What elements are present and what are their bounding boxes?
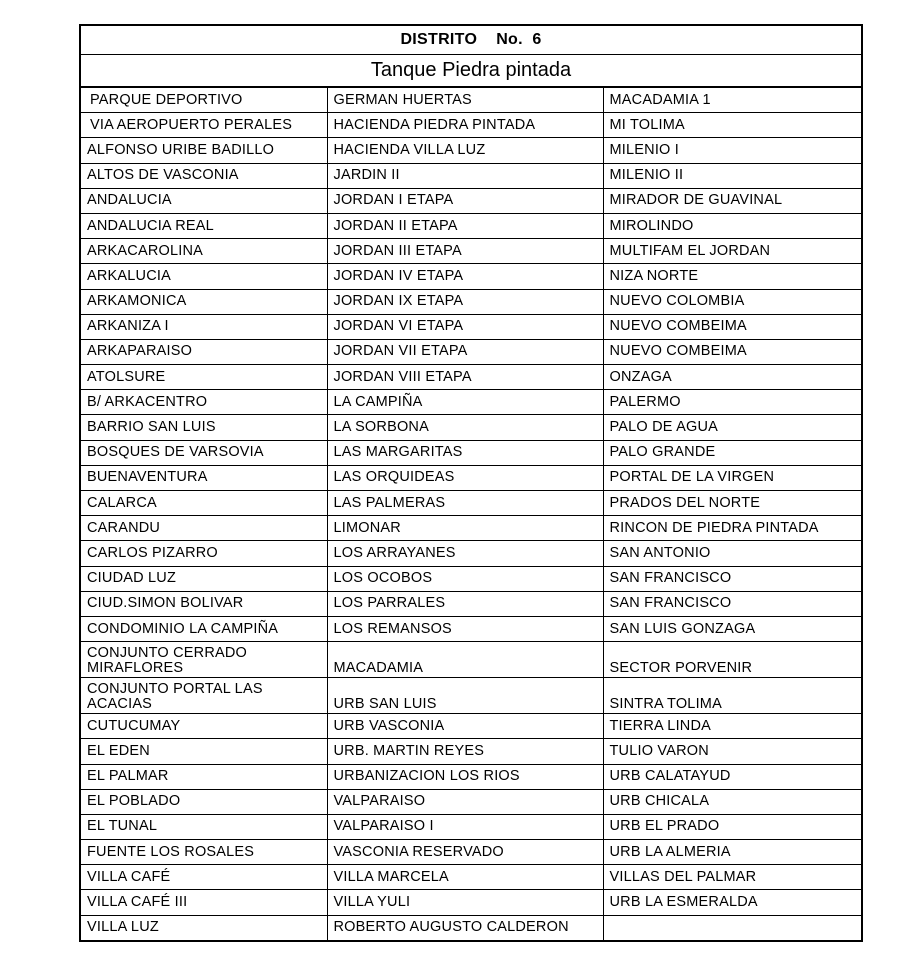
- neighborhood-cell: RINCON DE PIEDRA PINTADA: [603, 516, 861, 541]
- neighborhood-cell: JARDIN II: [327, 163, 603, 188]
- table-row: [81, 365, 861, 390]
- neighborhood-cell: HACIENDA PIEDRA PINTADA: [327, 113, 603, 138]
- neighborhood-cell: [603, 915, 861, 940]
- table-row: [81, 415, 861, 440]
- neighborhood-cell: MACADAMIA 1: [603, 88, 861, 113]
- neighborhood-cell: MILENIO II: [603, 163, 861, 188]
- neighborhood-cell: ONZAGA: [603, 365, 861, 390]
- neighborhood-cell: NIZA NORTE: [603, 264, 861, 289]
- neighborhood-cell: CARLOS PIZARRO: [81, 541, 327, 566]
- neighborhood-cell: FUENTE LOS ROSALES: [81, 840, 327, 865]
- neighborhood-cell: JORDAN IV ETAPA: [327, 264, 603, 289]
- neighborhood-cell: JORDAN VIII ETAPA: [327, 365, 603, 390]
- neighborhood-cell: LIMONAR: [327, 516, 603, 541]
- table-row: [81, 491, 861, 516]
- neighborhood-cell: BUENAVENTURA: [81, 465, 327, 490]
- table-row: [81, 714, 861, 739]
- tank-title: Tanque Piedra pintada: [81, 55, 861, 88]
- neighborhood-cell: URB. MARTIN REYES: [327, 739, 603, 764]
- neighborhood-cell: VALPARAISO: [327, 789, 603, 814]
- neighborhood-cell: SAN ANTONIO: [603, 541, 861, 566]
- neighborhood-cell: URB CALATAYUD: [603, 764, 861, 789]
- neighborhood-cell: LAS PALMERAS: [327, 491, 603, 516]
- neighborhood-cell: B/ ARKACENTRO: [81, 390, 327, 415]
- neighborhood-cell: NUEVO COLOMBIA: [603, 289, 861, 314]
- neighborhood-cell: ALTOS DE VASCONIA: [81, 163, 327, 188]
- neighborhood-cell: VIA AEROPUERTO PERALES: [81, 113, 327, 138]
- neighborhood-cell: MACADAMIA: [327, 642, 603, 678]
- table-row: [81, 814, 861, 839]
- table-row: [81, 88, 861, 113]
- neighborhood-cell: PRADOS DEL NORTE: [603, 491, 861, 516]
- neighborhood-cell: LAS ORQUIDEAS: [327, 465, 603, 490]
- neighborhood-cell: VILLA MARCELA: [327, 865, 603, 890]
- neighborhood-cell: BOSQUES DE VARSOVIA: [81, 440, 327, 465]
- neighborhood-cell: JORDAN IX ETAPA: [327, 289, 603, 314]
- neighborhood-cell: LOS REMANSOS: [327, 616, 603, 641]
- neighborhood-cell: ARKACAROLINA: [81, 239, 327, 264]
- table-row: [81, 678, 861, 714]
- neighborhood-cell: MILENIO I: [603, 138, 861, 163]
- neighborhood-cell: TIERRA LINDA: [603, 714, 861, 739]
- neighborhood-cell: CIUDAD LUZ: [81, 566, 327, 591]
- neighborhood-cell: EL POBLADO: [81, 789, 327, 814]
- neighborhood-cell: MIROLINDO: [603, 213, 861, 238]
- neighborhood-cell: PORTAL DE LA VIRGEN: [603, 465, 861, 490]
- neighborhood-cell: EL EDEN: [81, 739, 327, 764]
- table-row: [81, 516, 861, 541]
- neighborhood-cell: JORDAN II ETAPA: [327, 213, 603, 238]
- neighborhood-cell: SINTRA TOLIMA: [603, 678, 861, 714]
- neighborhood-cell: HACIENDA VILLA LUZ: [327, 138, 603, 163]
- neighborhood-cell: ROBERTO AUGUSTO CALDERON: [327, 915, 603, 940]
- table-row: [81, 264, 861, 289]
- table-row: [81, 465, 861, 490]
- neighborhood-table: [81, 88, 861, 940]
- neighborhood-cell: URB VASCONIA: [327, 714, 603, 739]
- table-row: [81, 915, 861, 940]
- neighborhood-cell: EL PALMAR: [81, 764, 327, 789]
- table-row: [81, 113, 861, 138]
- neighborhood-cell: VILLA CAFÉ: [81, 865, 327, 890]
- neighborhood-cell: ARKAPARAISO: [81, 339, 327, 364]
- neighborhood-cell: MULTIFAM EL JORDAN: [603, 239, 861, 264]
- table-row: [81, 890, 861, 915]
- neighborhood-cell: CONDOMINIO LA CAMPIÑA: [81, 616, 327, 641]
- neighborhood-cell: CALARCA: [81, 491, 327, 516]
- neighborhood-cell: SAN LUIS GONZAGA: [603, 616, 861, 641]
- neighborhood-cell: NUEVO COMBEIMA: [603, 314, 861, 339]
- table-row: [81, 314, 861, 339]
- neighborhood-cell: VILLAS DEL PALMAR: [603, 865, 861, 890]
- neighborhood-cell: MIRADOR DE GUAVINAL: [603, 188, 861, 213]
- table-row: [81, 566, 861, 591]
- neighborhood-cell: NUEVO COMBEIMA: [603, 339, 861, 364]
- neighborhood-cell: CUTUCUMAY: [81, 714, 327, 739]
- neighborhood-cell: JORDAN III ETAPA: [327, 239, 603, 264]
- neighborhood-cell: VASCONIA RESERVADO: [327, 840, 603, 865]
- table-row: [81, 764, 861, 789]
- neighborhood-cell: URB EL PRADO: [603, 814, 861, 839]
- district-table: [79, 24, 863, 942]
- table-row: [81, 163, 861, 188]
- neighborhood-cell: URBANIZACION LOS RIOS: [327, 764, 603, 789]
- neighborhood-cell: LA CAMPIÑA: [327, 390, 603, 415]
- table-row: [81, 390, 861, 415]
- table-row: [81, 239, 861, 264]
- neighborhood-cell: VILLA LUZ: [81, 915, 327, 940]
- neighborhood-cell: JORDAN VII ETAPA: [327, 339, 603, 364]
- table-row: [81, 789, 861, 814]
- neighborhood-cell: CONJUNTO PORTAL LAS ACACIAS: [81, 678, 327, 714]
- neighborhood-cell: ARKALUCIA: [81, 264, 327, 289]
- neighborhood-cell: TULIO VARON: [603, 739, 861, 764]
- neighborhood-cell: URB CHICALA: [603, 789, 861, 814]
- district-title: DISTRITO No. 6: [81, 26, 861, 55]
- neighborhood-cell: GERMAN HUERTAS: [327, 88, 603, 113]
- neighborhood-cell: ARKAMONICA: [81, 289, 327, 314]
- neighborhood-cell: PALO DE AGUA: [603, 415, 861, 440]
- table-row: [81, 739, 861, 764]
- neighborhood-cell: URB LA ALMERIA: [603, 840, 861, 865]
- neighborhood-cell: SECTOR PORVENIR: [603, 642, 861, 678]
- table-row: [81, 865, 861, 890]
- neighborhood-cell: BARRIO SAN LUIS: [81, 415, 327, 440]
- table-row: [81, 616, 861, 641]
- neighborhood-cell: SAN FRANCISCO: [603, 591, 861, 616]
- neighborhood-cell: JORDAN VI ETAPA: [327, 314, 603, 339]
- table-row: [81, 213, 861, 238]
- neighborhood-cell: MI TOLIMA: [603, 113, 861, 138]
- neighborhood-cell: ATOLSURE: [81, 365, 327, 390]
- neighborhood-cell: EL TUNAL: [81, 814, 327, 839]
- neighborhood-cell: LOS OCOBOS: [327, 566, 603, 591]
- neighborhood-cell: CONJUNTO CERRADO MIRAFLORES: [81, 642, 327, 678]
- table-row: [81, 840, 861, 865]
- neighborhood-cell: CARANDU: [81, 516, 327, 541]
- table-row: [81, 642, 861, 678]
- neighborhood-cell: URB SAN LUIS: [327, 678, 603, 714]
- neighborhood-cell: LA SORBONA: [327, 415, 603, 440]
- neighborhood-cell: PALO GRANDE: [603, 440, 861, 465]
- neighborhood-cell: LOS PARRALES: [327, 591, 603, 616]
- table-row: [81, 188, 861, 213]
- neighborhood-cell: URB LA ESMERALDA: [603, 890, 861, 915]
- neighborhood-cell: ARKANIZA I: [81, 314, 327, 339]
- neighborhood-cell: ANDALUCIA: [81, 188, 327, 213]
- neighborhood-cell: CIUD.SIMON BOLIVAR: [81, 591, 327, 616]
- neighborhood-cell: VILLA CAFÉ III: [81, 890, 327, 915]
- neighborhood-cell: ALFONSO URIBE BADILLO: [81, 138, 327, 163]
- table-row: [81, 591, 861, 616]
- table-row: [81, 289, 861, 314]
- neighborhood-cell: PALERMO: [603, 390, 861, 415]
- neighborhood-cell: VALPARAISO I: [327, 814, 603, 839]
- neighborhood-cell: LOS ARRAYANES: [327, 541, 603, 566]
- neighborhood-cell: VILLA YULI: [327, 890, 603, 915]
- neighborhood-cell: PARQUE DEPORTIVO: [81, 88, 327, 113]
- table-row: [81, 339, 861, 364]
- table-row: [81, 138, 861, 163]
- neighborhood-cell: LAS MARGARITAS: [327, 440, 603, 465]
- neighborhood-cell: SAN FRANCISCO: [603, 566, 861, 591]
- neighborhood-cell: ANDALUCIA REAL: [81, 213, 327, 238]
- table-row: [81, 541, 861, 566]
- neighborhood-cell: JORDAN I ETAPA: [327, 188, 603, 213]
- table-row: [81, 440, 861, 465]
